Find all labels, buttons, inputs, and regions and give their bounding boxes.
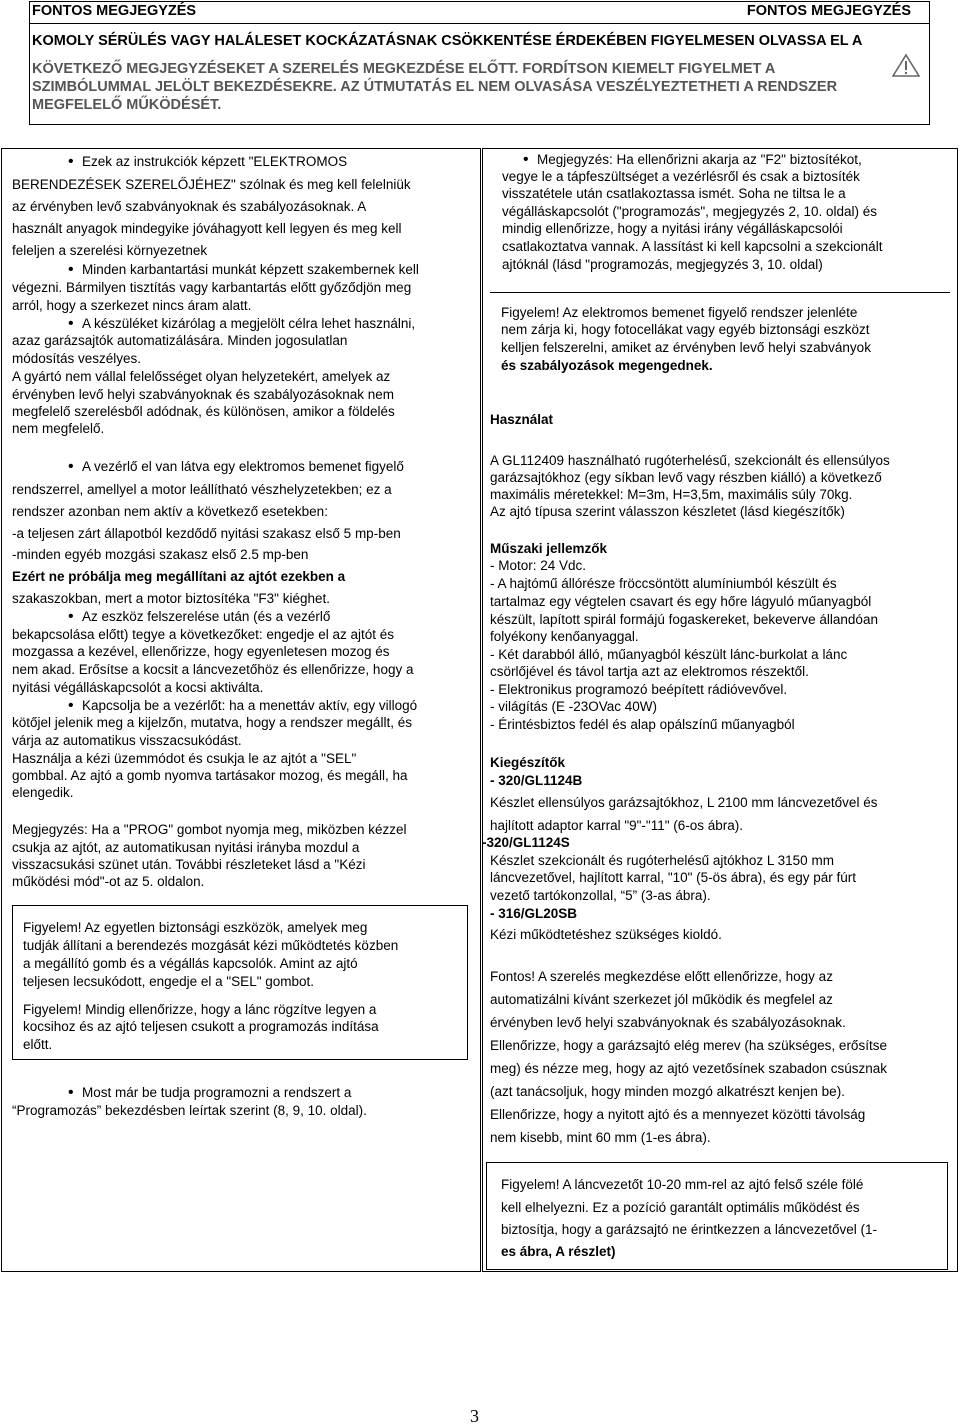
- fontos-line-5: meg) és nézze meg, hogy az ajtó vezetősínek szabadon csúsznak: [490, 1061, 887, 1076]
- acc-line-7: vezető tartókonzollal, “5” (3-as ábra).: [490, 888, 711, 903]
- acc-line-1: - 320/GL1124B: [490, 773, 583, 788]
- tech-line-9: - világítás (E -23OVac 40W): [490, 699, 658, 714]
- tech-line-6: - Két darabból álló, műanyagból készült lánc-burkolat a lánc: [490, 647, 848, 662]
- box1-line-1: Figyelem! Az egyetlen biztonsági eszközök, amelyek meg: [23, 920, 368, 935]
- right-p1-line-5: mindig ellenőrizze, hogy a nyitási irány végálláskapcsolói: [502, 221, 843, 236]
- acc-title: Kiegészítők: [490, 755, 566, 770]
- fontos-line-8: nem kisebb, mint 60 mm (1-es ábra).: [490, 1130, 711, 1145]
- tech-line-1: - Motor: 24 Vdc.: [490, 558, 587, 573]
- right-p3-line-1: A GL112409 használható rugóterhelésű, szekcionált és ellensúlyos: [490, 453, 890, 468]
- right-p1-line-3: visszatétele után csatlakoztassa ismét. Soha ne tiltsa le a: [502, 186, 846, 201]
- header-divider: [30, 23, 929, 24]
- box1-line-7: előtt.: [23, 1037, 53, 1052]
- left-p4-line-2: rendszerrel, amellyel a motor leállítható vészhelyzetekben; ez a: [12, 482, 392, 497]
- header-right-title: FONTOS MEGJEGYZÉS: [746, 3, 911, 19]
- left-p3-line-3: módosítás veszélyes.: [12, 351, 142, 366]
- left-p1-line-3: az érvényben levő szabványoknak és szabályozásoknak. A: [12, 199, 367, 214]
- left-p4-line-4: -a teljesen zárt állapotból kezdődő nyitási szakasz első 5 mp-ben: [12, 526, 401, 541]
- tech-line-2: - A hajtómű állórésze fröccsöntött alumíniumból készült és: [490, 576, 837, 591]
- left-p3-line-7: nem megfelelő.: [12, 421, 105, 436]
- right-p3-line-3: maximális méretekkel: M=3m, H=3,5m, maximális súly 70kg.: [490, 487, 853, 502]
- left-p6-line-6: elengedik.: [12, 785, 74, 800]
- use-title: Használat: [490, 412, 554, 427]
- box1-line-2: tudják állítani a berendezés mozgását kézi működtetés közben: [23, 938, 399, 953]
- left-p5-line-1: • Az eszköz felszerelése után (és a vezérlő: [82, 608, 330, 625]
- warning-line-2: KÖVETKEZŐ MEGJEGYZÉSEKET A SZERELÉS MEGKEZDÉSE ELŐTT. FORDÍTSON KIEMELT FIGYELMET A: [32, 61, 776, 77]
- warning-line-3: SZIMBÓLUMMAL JELÖLT BEKEZDÉSEKRE. AZ ÚTMUTATÁS EL NEM OLVASÁSA VESZÉLYEZTETHETI A RENDSZER: [32, 79, 838, 95]
- left-p1-line-5: feleljen a szerelési környezetnek: [12, 243, 208, 258]
- left-p2-line-2: végezni. Bármilyen tisztítás vagy karbantartás előtt győződjön meg: [12, 280, 412, 295]
- left-p7-line-1: Megjegyzés: Ha a "PROG" gombot nyomja meg, miközben kézzel: [12, 822, 407, 837]
- left-p1-line-4: használt anyagok mindegyike jóváhagyott kell legyen és meg kell: [12, 221, 402, 236]
- box2-line-4: es ábra, A részlet): [501, 1244, 616, 1259]
- right-p1-line-2: vegye le a tápfeszültséget a vezérlésről és csak a biztosíték: [502, 169, 860, 184]
- left-p6-line-4: Használja a kézi üzemmódot és csukja le az ajtót a "SEL": [12, 751, 357, 766]
- left-p5-line-3: mozgassa a kezével, ellenőrizze, hogy egyenletesen mozog és: [12, 644, 390, 659]
- left-p6-line-3: várja az automatikus visszacsukódást.: [12, 733, 242, 748]
- left-p2-line-1: • Minden karbantartási munkát képzett szakembernek kell: [82, 261, 419, 278]
- right-p2-line-3: kelljen felszerelni, amiket az érvényben levő helyi szabványok: [501, 340, 871, 355]
- right-p1-line-7: ajtóknál (lásd "programozás, megjegyzés 3, 10. oldal): [502, 257, 823, 272]
- left-p5-line-4: nem akad. Erősítse a kocsit a láncvezetőhöz és ellenőrizze, hogy a: [12, 662, 414, 677]
- acc-line-4: -320/GL1124S: [482, 835, 570, 850]
- fontos-line-6: (azt tanácsoljuk, hogy minden mozgó alkatrészt kenjen be).: [490, 1084, 845, 1099]
- tech-line-10: - Érintésbiztos fedél és alap opálszínű műanyagból: [490, 717, 795, 732]
- right-p2-line-4: és szabályozások megengednek.: [501, 358, 713, 373]
- right-p1-line-1: • Megjegyzés: Ha ellenőrizni akarja az "F2" biztosítékot,: [537, 151, 862, 168]
- fontos-line-4: Ellenőrizze, hogy a garázsajtó elég merev (ha szükséges, erősítse: [490, 1038, 887, 1053]
- tech-line-5: folyékony kenőanyaggal.: [490, 629, 639, 644]
- left-p3-line-4: A gyártó nem vállal felelősséget olyan helyzetekért, amelyek az: [12, 369, 391, 384]
- tech-line-7: csörlőjével és távol tartja azt az elektromos részektől.: [490, 664, 809, 679]
- left-p6-line-1: • Kapcsolja be a vezérlőt: ha a menettáv aktív, egy villogó: [82, 697, 417, 714]
- left-p4-line-3: rendszer azonban nem aktív a következő esetekben:: [12, 504, 328, 519]
- right-p3-line-4: Az ajtó típusa szerint válasszon készletet (lásd kiegészítők): [490, 504, 845, 519]
- box1-line-6: kocsihoz és az ajtó teljesen csukott a programozás indítása: [23, 1019, 379, 1034]
- box1-line-5: Figyelem! Mindig ellenőrizze, hogy a lánc rögzítve legyen a: [23, 1002, 377, 1017]
- important-notice-header: [29, 1, 930, 125]
- left-p3-line-1: • A készüléket kizárólag a megjelölt célra lehet használni,: [82, 315, 415, 332]
- acc-line-8: - 316/GL20SB: [490, 906, 578, 921]
- left-p7-line-2: csukja az ajtót, az automatikusan nyitási irányba mozdul a: [12, 840, 360, 855]
- left-p8-line-2: “Programozás” bekezdésben leírtak szerint (8, 9, 10. oldal).: [12, 1103, 367, 1118]
- box1-line-3: a megállító gomb és a végállás kapcsolók. Amint az ajtó: [23, 956, 358, 971]
- header-left-title: FONTOS MEGJEGYZÉS: [32, 3, 197, 19]
- left-p6-line-5: gombbal. Az ajtó a gomb nyomva tartásakor mozog, és megáll, ha: [12, 768, 408, 783]
- left-p2-line-3: arról, hogy a szerkezet nincs áram alatt.: [12, 298, 252, 313]
- acc-line-6: láncvezetővel, hajlított karral, "10" (5-ös ábra), és egy pár fúrt: [490, 870, 857, 885]
- acc-line-9: Kézi működtetéshez szükséges kioldó.: [490, 927, 722, 942]
- box2-line-1: Figyelem! A láncvezetőt 10-20 mm-rel az ajtó felső széle fölé: [501, 1177, 864, 1192]
- box2-line-3: biztosítja, hogy a garázsajtó ne érintkezzen a láncvezetővel (1-: [501, 1222, 877, 1237]
- left-p5-line-2: bekapcsolása előtt) tegye a következőket: engedje el az ajtót és: [12, 627, 394, 642]
- tech-title: Műszaki jellemzők: [490, 541, 608, 556]
- left-p3-line-5: érvényben levő helyi szabványoknak és szabályozásoknak nem: [12, 387, 394, 402]
- right-p2-line-1: Figyelem! Az elektromos bemenet figyelő rendszer jelenléte: [501, 305, 858, 320]
- left-p6-line-2: kötőjel jelenik meg a kijelzőn, mutatva, hogy a rendszer megállt, és: [12, 715, 412, 730]
- warning-line-4: MEGFELELŐ MŰKÖDÉSÉT.: [32, 97, 222, 113]
- fontos-line-7: Ellenőrizze, hogy a nyitott ajtó és a mennyezet közötti távolság: [490, 1107, 866, 1122]
- page-number: 3: [470, 1406, 479, 1426]
- left-p3-line-2: azaz garázsajtók automatizálására. Minden jogosulatlan: [12, 333, 348, 348]
- left-p7-line-3: visszacsukási szünet után. További részleteket lásd a "Kézi: [12, 857, 366, 872]
- left-p3-line-6: megfelelő szerelésből adódnak, és különösen, amikor a földelés: [12, 404, 395, 419]
- fontos-line-3: érvényben levő helyi szabványoknak és szabályozásoknak.: [490, 1015, 846, 1030]
- left-p4-line-6: Ezért ne próbálja meg megállítani az ajtót ezekben a: [12, 569, 346, 584]
- warning-line-1: KOMOLY SÉRÜLÉS VAGY HALÁLESET KOCKÁZATÁSNAK CSÖKKENTÉSE ÉRDEKÉBEN FIGYELMESEN OLVASSA EL A: [32, 33, 863, 49]
- acc-line-3: hajlított adaptor karral "9"-"11" (6-os ábra).: [490, 818, 744, 833]
- tech-line-4: készült, lapított spirál formájú fogaskereket, bekeverve állandóan: [490, 612, 878, 627]
- acc-line-5: Készlet szekcionált és rugóterhelésű ajtókhoz L 3150 mm: [490, 853, 834, 868]
- left-p4-line-5: -minden egyéb mozgási szakasz első 2.5 mp-ben: [12, 547, 309, 562]
- left-p4-line-7: szakaszokban, mert a motor biztosítéka "F3" kiéghet.: [12, 591, 330, 606]
- tech-line-3: tartalmaz egy végtelen csavart és egy hőre lágyuló műanyagból: [490, 594, 872, 609]
- right-p1-line-6: csatlakoztatva vannak. A lassítást ki kell kapcsolni a szekcionált: [502, 239, 883, 254]
- box2-line-2: kell elhelyezni. Ez a pozíció garantált optimális működést és: [501, 1200, 860, 1215]
- right-p1-line-4: végálláskapcsolót ("programozás", megjegyzés 2, 10. oldal) és: [502, 204, 878, 219]
- warning-triangle-icon: [892, 53, 920, 77]
- left-p1-line-2: BERENDEZÉSEK SZERELŐJÉHEZ" szólnak és meg kell felelniük: [12, 177, 411, 192]
- left-p1-line-1: • Ezek az instrukciók képzett "ELEKTROMOS: [82, 153, 347, 170]
- fontos-line-2: automatizálni kívánt szerkezet jól működik és megfelel az: [490, 992, 833, 1007]
- tech-line-8: - Elektronikus programozó beépített rádióvevővel.: [490, 682, 788, 697]
- left-p8-line-1: • Most már be tudja programozni a rendszert a: [82, 1084, 351, 1101]
- box1-line-4: teljesen lecsukódott, engedje el a "SEL" gombot.: [23, 974, 315, 989]
- right-p2-line-2: nem zárja ki, hogy fotocellákat vagy egyéb biztonsági eszközt: [501, 322, 870, 337]
- fontos-line-1: Fontos! A szerelés megkezdése előtt ellenőrizze, hogy az: [490, 969, 833, 984]
- left-p5-line-5: nyitási végálláskapcsolót a kocsi aktiválta.: [12, 680, 264, 695]
- left-p7-line-4: működési mód"-ot az 5. oldalon.: [12, 874, 205, 889]
- left-p4-line-1: • A vezérlő el van látva egy elektromos bemenet figyelő: [82, 458, 404, 475]
- acc-line-2: Készlet ellensúlyos garázsajtókhoz, L 2100 mm láncvezetővel és: [490, 795, 878, 810]
- right-p3-line-2: garázsajtókhoz (egy síkban levő vagy részben kiálló) a következő: [490, 470, 882, 485]
